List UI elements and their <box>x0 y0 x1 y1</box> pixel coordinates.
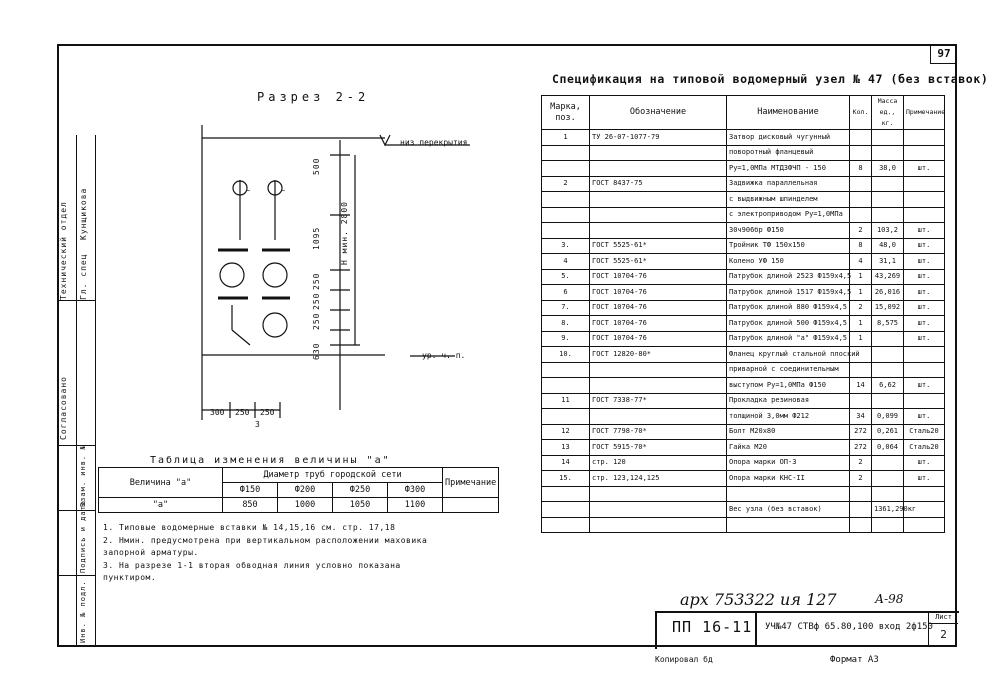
note-2b: запорной арматуры. <box>103 548 199 557</box>
note-1: 1. Типовые водомерные вставки № 14,15,16 см. стр. 17,18 <box>103 523 396 532</box>
spec-cell-qty <box>850 502 872 518</box>
side-field-1: Взам. инв. № <box>79 444 87 507</box>
spec-cell-note: шт. <box>904 269 945 285</box>
spec-row <box>542 207 945 223</box>
spec-cell-designation: стр. 120 <box>590 455 727 471</box>
marker: 3 <box>255 420 260 429</box>
dim-630: 630 <box>312 342 321 360</box>
sheet-number: 2 <box>928 624 958 646</box>
spec-cell-designation <box>590 161 727 177</box>
spec-cell-mark: 1 <box>542 130 590 146</box>
chg-v300: 1100 <box>388 498 443 513</box>
dim-300: 300 <box>210 408 225 417</box>
spec-cell-name <box>727 517 850 533</box>
spec-cell-qty: 8 <box>850 238 872 254</box>
spec-cell-name <box>727 486 850 502</box>
spec-cell-mass <box>872 176 904 192</box>
spec-cell-mass <box>872 347 904 363</box>
spec-cell-mark: 9. <box>542 331 590 347</box>
spec-cell-name: Патрубок длиной 2523 Ф159х4,5 <box>727 269 850 285</box>
spec-cell-name: Вес узла (без вставок) <box>727 502 850 518</box>
spec-row <box>542 455 945 471</box>
spec-cell-designation: ГОСТ 5915-70* <box>590 440 727 456</box>
spec-cell-mark: 14 <box>542 455 590 471</box>
chg-header-note: Примечание <box>443 468 499 498</box>
chg-d150: Ф150 <box>223 483 278 498</box>
spec-cell-designation <box>590 502 727 518</box>
side-row1: Гл. спец <box>79 253 88 300</box>
spec-h-name: Наименование <box>727 96 850 130</box>
dim-500: 500 <box>312 157 321 175</box>
spec-cell-name: Затвор дисковый чугунный <box>727 130 850 146</box>
spec-cell-designation <box>590 517 727 533</box>
spec-cell-mark: 3. <box>542 238 590 254</box>
spec-cell-mass <box>872 207 904 223</box>
title-block-divider <box>755 611 757 647</box>
spec-cell-note: шт. <box>904 316 945 332</box>
spec-cell-designation: стр. 123,124,125 <box>590 471 727 487</box>
page-number: 97 <box>930 44 957 64</box>
spec-cell-designation: ГОСТ 12820-80* <box>590 347 727 363</box>
stamp-code: ПП 16-11 <box>672 618 753 636</box>
spec-cell-qty <box>850 130 872 146</box>
spec-cell-designation: ГОСТ 10704-76 <box>590 300 727 316</box>
svg-text:~: ~ <box>245 187 251 195</box>
spec-row <box>542 254 945 270</box>
dim-250-b: 250 <box>312 292 321 310</box>
spec-cell-mass: 0,261 <box>872 424 904 440</box>
spec-row <box>542 471 945 487</box>
spec-h-qty: Кол. <box>850 96 872 130</box>
spec-cell-qty <box>850 145 872 161</box>
chg-v250: 1050 <box>333 498 388 513</box>
spec-h-mass: Масса ед., кг. <box>872 96 904 130</box>
spec-cell-mark: 11 <box>542 393 590 409</box>
chg-v150: 850 <box>223 498 278 513</box>
spec-cell-mark: 2 <box>542 176 590 192</box>
spec-cell-note: Сталь20 <box>904 440 945 456</box>
spec-h-designation: Обозначение <box>590 96 727 130</box>
spec-cell-note: Сталь20 <box>904 424 945 440</box>
spec-cell-name: с выдвижным шпинделем <box>727 192 850 208</box>
spec-cell-qty <box>850 207 872 223</box>
spec-cell-designation: ГОСТ 5525-61* <box>590 238 727 254</box>
level-mark: ур. ч. п. <box>422 351 466 360</box>
spec-cell-note: шт. <box>904 331 945 347</box>
spec-cell-name: толщиной 3,0мм Ф212 <box>727 409 850 425</box>
spec-cell-name: Патрубок длиной "a" Ф159х4,5 <box>727 331 850 347</box>
spec-cell-note <box>904 393 945 409</box>
spec-cell-mark: 8. <box>542 316 590 332</box>
chg-d300: Ф300 <box>388 483 443 498</box>
spec-cell-name: Тройник ТФ 150х150 <box>727 238 850 254</box>
spec-cell-designation: ГОСТ 5525-61* <box>590 254 727 270</box>
spec-cell-note <box>904 130 945 146</box>
spec-cell-name: Патрубок длиной 1517 Ф159х4,5 <box>727 285 850 301</box>
spec-cell-note: шт. <box>904 238 945 254</box>
spec-cell-designation <box>590 207 727 223</box>
spec-cell-mass <box>872 486 904 502</box>
chg-note-empty <box>443 498 499 513</box>
spec-cell-qty <box>850 192 872 208</box>
spec-row <box>542 486 945 502</box>
spec-cell-name: Болт М20х80 <box>727 424 850 440</box>
spec-row <box>542 362 945 378</box>
spec-cell-mark: 7. <box>542 300 590 316</box>
spec-cell-qty: 2 <box>850 455 872 471</box>
side-dept: Технический отдел <box>59 201 68 300</box>
dim-250-h1: 250 <box>235 408 250 417</box>
spec-row <box>542 517 945 533</box>
dim-1095: 1095 <box>312 226 321 250</box>
spec-cell-mark: 12 <box>542 424 590 440</box>
spec-cell-mass <box>872 471 904 487</box>
spec-cell-name: Прокладка резиновая <box>727 393 850 409</box>
spec-cell-note <box>904 192 945 208</box>
spec-row <box>542 316 945 332</box>
height-label: H мин. 2800 <box>340 201 349 265</box>
spec-cell-note: шт. <box>904 161 945 177</box>
spec-cell-qty <box>850 517 872 533</box>
spec-cell-qty: 2 <box>850 300 872 316</box>
spec-cell-mark <box>542 207 590 223</box>
side-row1-name: Кунщикова <box>79 187 88 240</box>
spec-cell-note <box>904 145 945 161</box>
sheet-label: Лист <box>928 611 958 624</box>
spec-row <box>542 440 945 456</box>
spec-cell-mark <box>542 409 590 425</box>
spec-row <box>542 269 945 285</box>
spec-row <box>542 161 945 177</box>
spec-cell-mass: 0,099 <box>872 409 904 425</box>
spec-cell-note <box>904 176 945 192</box>
change-table <box>98 467 499 513</box>
spec-row <box>542 502 945 518</box>
spec-cell-mass: 6,62 <box>872 378 904 394</box>
spec-row <box>542 378 945 394</box>
spec-cell-designation: ГОСТ 7338-77* <box>590 393 727 409</box>
spec-cell-qty: 4 <box>850 254 872 270</box>
spec-cell-name: Патрубок длиной 880 Ф159х4,5 <box>727 300 850 316</box>
chg-row-label: "a" <box>99 498 223 513</box>
spec-row <box>542 223 945 239</box>
chg-d250: Ф250 <box>333 483 388 498</box>
spec-cell-mass: 1361,290кг <box>872 502 904 518</box>
spec-cell-mass: 26,016 <box>872 285 904 301</box>
chg-col-value: Величина "a" <box>99 468 223 498</box>
spec-cell-designation: ГОСТ 10704-76 <box>590 331 727 347</box>
spec-row <box>542 192 945 208</box>
spec-h-note: Примечание <box>904 96 945 130</box>
spec-cell-note: шт. <box>904 378 945 394</box>
spec-cell-designation <box>590 409 727 425</box>
side-field-2: Подпись и дата <box>79 499 87 573</box>
spec-cell-qty: 1 <box>850 331 872 347</box>
spec-cell-designation: ГОСТ 10704-76 <box>590 269 727 285</box>
footer-copied: Копировал бд <box>655 655 713 664</box>
spec-cell-mass: 31,1 <box>872 254 904 270</box>
spec-cell-qty: 2 <box>850 471 872 487</box>
spec-cell-mass: 38,0 <box>872 161 904 177</box>
spec-cell-note <box>904 362 945 378</box>
spec-cell-name: с электроприводом Ру=1,0МПа <box>727 207 850 223</box>
change-table-title: Таблица изменения величины "a" <box>150 455 391 466</box>
spec-row <box>542 347 945 363</box>
spec-cell-name: Патрубок длиной 500 Ф159х4,5 <box>727 316 850 332</box>
spec-cell-designation <box>590 486 727 502</box>
spec-cell-qty: 2 <box>850 223 872 239</box>
chg-d200: Ф200 <box>278 483 333 498</box>
spec-cell-mass <box>872 517 904 533</box>
spec-cell-note: шт. <box>904 455 945 471</box>
spec-cell-mark <box>542 145 590 161</box>
spec-cell-mass: 15,092 <box>872 300 904 316</box>
spec-cell-mass <box>872 130 904 146</box>
spec-cell-note <box>904 486 945 502</box>
spec-cell-mass <box>872 145 904 161</box>
spec-header-row <box>542 96 945 130</box>
spec-cell-mark: 13 <box>542 440 590 456</box>
spec-cell-name: Гайка М20 <box>727 440 850 456</box>
svg-text:~: ~ <box>280 187 286 195</box>
spec-cell-mass: 48,0 <box>872 238 904 254</box>
spec-row <box>542 176 945 192</box>
spec-cell-note: шт. <box>904 223 945 239</box>
spec-cell-designation <box>590 223 727 239</box>
spec-cell-qty: 14 <box>850 378 872 394</box>
spec-row <box>542 238 945 254</box>
spec-row <box>542 145 945 161</box>
spec-cell-mark <box>542 161 590 177</box>
spec-cell-name: Опора марки КНС-II <box>727 471 850 487</box>
handwritten-corner: А-98 <box>875 592 904 606</box>
spec-cell-note <box>904 517 945 533</box>
dim-250-h2: 250 <box>260 408 275 417</box>
spec-cell-designation: ТУ 26-07-1077-79 <box>590 130 727 146</box>
spec-cell-qty <box>850 176 872 192</box>
spec-title: Спецификация на типовой водомерный узел № 47 (без вставок) <box>552 72 989 86</box>
spec-cell-mass <box>872 362 904 378</box>
spec-cell-qty: 1 <box>850 269 872 285</box>
spec-cell-mass <box>872 455 904 471</box>
spec-cell-mark <box>542 223 590 239</box>
spec-cell-mark <box>542 502 590 518</box>
spec-cell-note: шт. <box>904 300 945 316</box>
section-title: Разрез 2-2 <box>257 90 370 104</box>
spec-cell-mass <box>872 393 904 409</box>
spec-cell-mark: 15. <box>542 471 590 487</box>
spec-cell-name: поворотный фланцевый <box>727 145 850 161</box>
spec-cell-mark <box>542 362 590 378</box>
spec-cell-qty: 8 <box>850 161 872 177</box>
spec-cell-name: Фланец круглый стальной плоский <box>727 347 850 363</box>
spec-row <box>542 409 945 425</box>
spec-cell-mark <box>542 517 590 533</box>
note-3: 3. На разрезе 1-1 вторая обводная линия условно показана <box>103 560 401 570</box>
spec-table <box>541 95 945 533</box>
side-agreed: Согласовано <box>59 376 68 440</box>
spec-cell-name: 30ч906бр Ф150 <box>727 223 850 239</box>
spec-cell-designation: ГОСТ 7798-70* <box>590 424 727 440</box>
spec-cell-qty <box>850 486 872 502</box>
spec-cell-designation <box>590 378 727 394</box>
spec-cell-designation: ГОСТ 10704-76 <box>590 285 727 301</box>
spec-row <box>542 424 945 440</box>
spec-cell-name: Колено УФ 150 <box>727 254 850 270</box>
spec-cell-mass: 103,2 <box>872 223 904 239</box>
side-stamp <box>57 135 96 647</box>
notes <box>103 522 533 585</box>
dim-250-c: 250 <box>312 312 321 330</box>
spec-cell-qty <box>850 362 872 378</box>
spec-row <box>542 130 945 146</box>
spec-row <box>542 300 945 316</box>
spec-cell-mark: 6 <box>542 285 590 301</box>
spec-cell-note <box>904 347 945 363</box>
spec-cell-qty: 1 <box>850 285 872 301</box>
spec-cell-qty: 272 <box>850 424 872 440</box>
spec-cell-name: Задвижка параллельная <box>727 176 850 192</box>
note-2: 2. Нмин. предусмотрена при вертикальном расположении маховика <box>103 535 428 545</box>
note-3b: пунктиром. <box>103 573 157 582</box>
spec-cell-note <box>904 207 945 223</box>
spec-cell-designation: ГОСТ 10704-76 <box>590 316 727 332</box>
chg-header-group: Диаметр труб городской сети <box>223 468 443 483</box>
spec-cell-note: шт. <box>904 409 945 425</box>
spec-cell-designation <box>590 145 727 161</box>
side-field-3: Инв. № подл. <box>79 580 87 643</box>
spec-cell-note: шт. <box>904 254 945 270</box>
spec-cell-qty: 1 <box>850 316 872 332</box>
spec-cell-mark: 4 <box>542 254 590 270</box>
spec-row <box>542 393 945 409</box>
spec-cell-mark: 10. <box>542 347 590 363</box>
spec-cell-mass <box>872 192 904 208</box>
spec-cell-mark <box>542 192 590 208</box>
spec-cell-mass <box>872 331 904 347</box>
spec-cell-name: Ру=1,0МПа МТД3ФЧП - 150 <box>727 161 850 177</box>
spec-cell-name: Опора марки ОП-3 <box>727 455 850 471</box>
spec-cell-note: шт. <box>904 471 945 487</box>
spec-cell-qty: 272 <box>850 440 872 456</box>
spec-body <box>542 130 945 533</box>
spec-cell-mass: 8,575 <box>872 316 904 332</box>
spec-cell-mass: 0,064 <box>872 440 904 456</box>
spec-cell-designation <box>590 362 727 378</box>
spec-cell-note: шт. <box>904 285 945 301</box>
stamp-description: УЧ№47 СТВф 65.80,100 вход 2ф150 <box>765 622 933 632</box>
spec-cell-mass: 43,269 <box>872 269 904 285</box>
section-drawing <box>180 120 530 440</box>
handwritten-code: арх 753322 ия 127 <box>680 590 837 609</box>
spec-cell-name: приварной с соединительным <box>727 362 850 378</box>
spec-cell-mark <box>542 486 590 502</box>
spec-cell-mark: 5. <box>542 269 590 285</box>
floor-mark: низ перекрытия <box>400 138 468 147</box>
spec-cell-qty <box>850 393 872 409</box>
spec-cell-qty: 34 <box>850 409 872 425</box>
spec-row <box>542 285 945 301</box>
spec-h-mark: Марка, поз. <box>542 96 590 130</box>
dim-250-a: 250 <box>312 272 321 290</box>
spec-cell-name: выступом Ру=1,0МПа Ф150 <box>727 378 850 394</box>
spec-cell-designation: ГОСТ 8437-75 <box>590 176 727 192</box>
spec-row <box>542 331 945 347</box>
spec-cell-mark <box>542 378 590 394</box>
chg-v200: 1000 <box>278 498 333 513</box>
spec-cell-designation <box>590 192 727 208</box>
footer-format: Формат А3 <box>830 655 879 665</box>
